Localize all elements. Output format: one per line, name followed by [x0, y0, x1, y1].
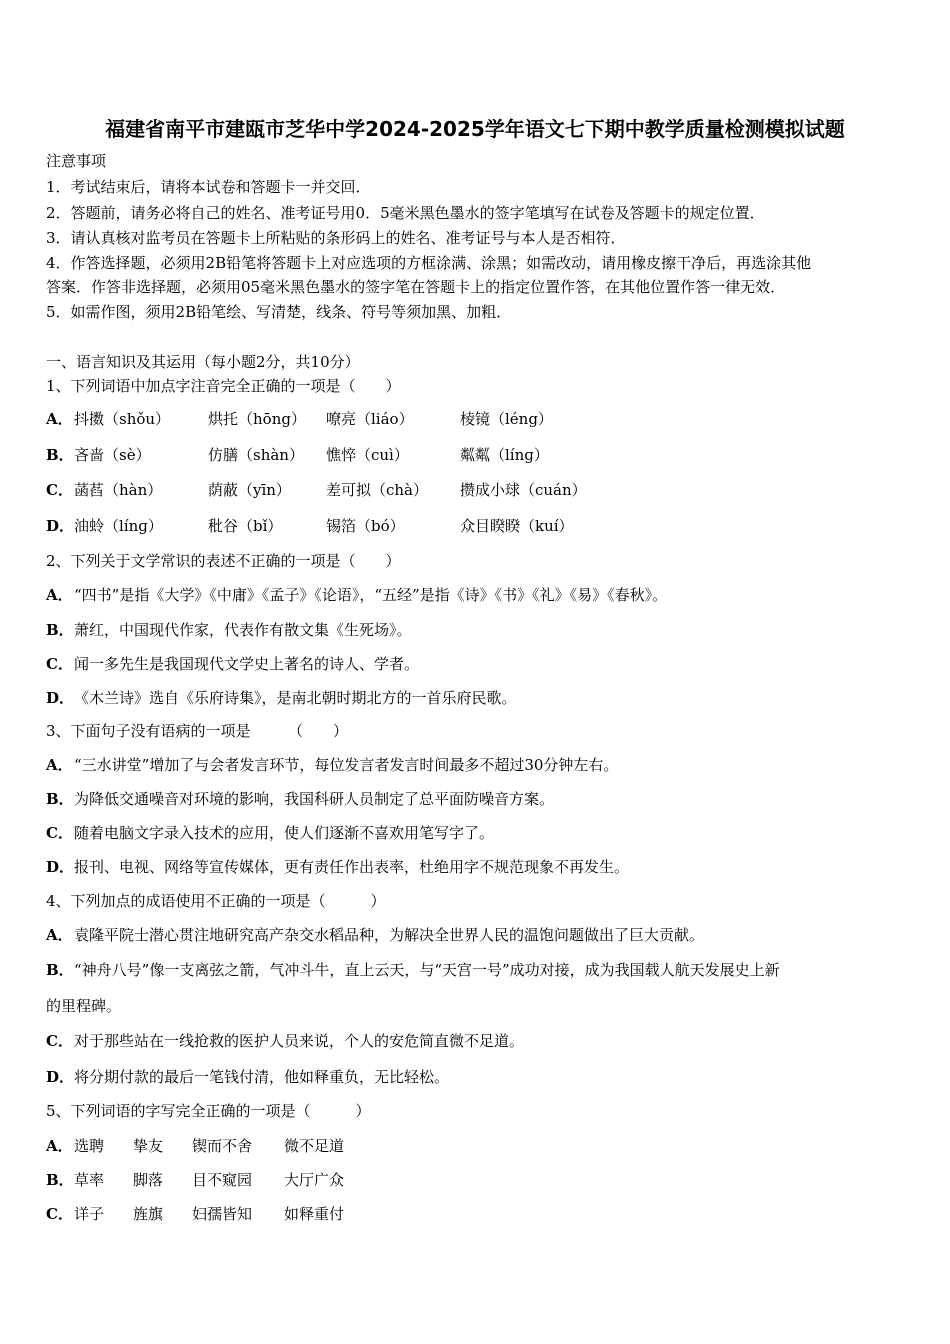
- option-word: 锡箔（bó）: [326, 517, 405, 535]
- option-row: [46, 688, 517, 708]
- option-word: 挚友: [133, 1137, 164, 1155]
- option-label: B．: [46, 1171, 74, 1189]
- option-word: 众目睽睽（kuí）: [460, 517, 574, 535]
- option-word: 目不窥园: [192, 1171, 253, 1189]
- option-text: “神舟八号”像一支离弦之箭，气冲斗牛，直上云天，与“天宫一号”成功对接，成为我国载人航天发展史上新: [74, 961, 780, 979]
- option-row: [46, 755, 618, 775]
- option-row: [46, 1031, 524, 1051]
- question-stem: 3、下面句子没有语病的一项是 （ ）: [46, 722, 349, 740]
- question-stem: 2、下列关于文学常识的表述不正确的一项是（ ）: [46, 552, 401, 570]
- option-label: D．: [46, 858, 75, 876]
- option-row: [46, 445, 74, 465]
- option-label: B．: [46, 621, 74, 639]
- option-label: B．: [46, 446, 74, 464]
- option-row: [46, 654, 419, 674]
- option-text: 报刊、电视、网络等宣传媒体，更有责任作出表率，杜绝用字不规范现象不再发生。: [74, 858, 630, 876]
- option-word: 嘹亮（liáo）: [326, 410, 414, 428]
- option-continuation: 的里程碑。: [46, 997, 122, 1015]
- notice-item: 3．请认真核对监考员在答题卡上所粘贴的条形码上的姓名、准考证号与本人是否相符．: [46, 229, 626, 247]
- notice-item: 答案．作答非选择题，必须用05毫米黑色墨水的签字笔在答题卡上的指定位置作答，在其他位置作答一律无效．: [46, 278, 786, 296]
- question-stem: 5、下列词语的字写完全正确的一项是（ ）: [46, 1102, 371, 1120]
- option-text: 为降低交通噪音对环境的影响，我国科研人员制定了总平面防噪音方案。: [74, 790, 555, 808]
- option-text: 《木兰诗》选自《乐府诗集》，是南北朝时期北方的一首乐府民歌。: [74, 689, 517, 707]
- option-word: 荫蔽（yīn）: [208, 481, 291, 499]
- option-text: “四书”是指《大学》《中庸》《孟子》《论语》，“五经”是指《诗》《书》《礼》《易》《春秋》。: [74, 586, 668, 604]
- option-word: 棱镜（léng）: [460, 410, 553, 428]
- option-text: 袁隆平院士潜心贯注地研究高产杂交水稻品种，为解决全世界人民的温饱问题做出了巨大贡献。: [74, 926, 705, 944]
- option-text: 萧红，中国现代作家，代表作有散文集《生死场》。: [74, 621, 412, 639]
- option-label: A．: [46, 756, 73, 774]
- option-label: D．: [46, 1068, 75, 1086]
- option-word: 仿膳（shàn）: [208, 446, 304, 464]
- option-label: C．: [46, 1205, 73, 1223]
- option-label: D．: [46, 517, 75, 535]
- notice-item: 2．答题前，请务必将自己的姓名、准考证号用0．5毫米黑色墨水的签字笔填写在试卷及答题卡的规定位置．: [46, 204, 765, 222]
- notice-item: 1．考试结束后，请将本试卷和答题卡一并交回．: [46, 178, 371, 196]
- option-text: “三水讲堂”增加了与会者发言环节，每位发言者发言时间最多不超过30分钟左右。: [74, 756, 619, 774]
- option-word: 抖擞（shǒu）: [74, 410, 171, 428]
- option-word: 攒成小球（cuán）: [460, 481, 587, 499]
- option-word: 吝啬（sè）: [74, 446, 151, 464]
- option-label: A．: [46, 586, 73, 604]
- option-row: [46, 857, 629, 877]
- option-word: 如释重付: [284, 1205, 345, 1223]
- option-word: 妇孺皆知: [192, 1205, 253, 1223]
- option-label: C．: [46, 655, 73, 673]
- option-row: [46, 789, 554, 809]
- option-text: 对于那些站在一线抢救的医护人员来说，个人的安危简直微不足道。: [74, 1032, 525, 1050]
- section-heading: 一、语言知识及其运用（每小题2分，共10分）: [46, 353, 360, 371]
- page-title: 福建省南平市建瓯市芝华中学2024-2025学年语文七下期中教学质量检测模拟试题: [105, 117, 845, 141]
- option-word: 烘托（hōng）: [208, 410, 306, 428]
- option-word: 草率: [74, 1171, 105, 1189]
- option-label: A．: [46, 1137, 73, 1155]
- option-text: 将分期付款的最后一笔钱付清，他如释重负，无比轻松。: [74, 1068, 450, 1086]
- notice-item: 5．如需作图，须用2B铅笔绘、写清楚，线条、符号等须加黑、加粗．: [46, 303, 512, 321]
- option-label: B．: [46, 961, 74, 979]
- option-label: C．: [46, 824, 73, 842]
- option-row: [46, 1170, 74, 1190]
- option-word: 微不足道: [284, 1137, 345, 1155]
- option-word: 差可拟（chà）: [326, 481, 429, 499]
- option-word: 详子: [74, 1205, 105, 1223]
- option-row: [46, 516, 74, 536]
- option-row: [46, 925, 704, 945]
- option-label: A．: [46, 926, 73, 944]
- option-label: D．: [46, 689, 75, 707]
- notice-item: 4．作答选择题，必须用2B铅笔将答题卡上对应选项的方框涂满、涂黑；如需改动，请用橡皮擦干净后，再选涂其他: [46, 254, 812, 272]
- notice-heading: 注意事项: [46, 152, 107, 170]
- option-row: [46, 823, 494, 843]
- option-word: 锲而不舍: [192, 1137, 253, 1155]
- option-row: [46, 480, 74, 500]
- option-text: 随着电脑文字录入技术的应用，使人们逐渐不喜欢用笔写字了。: [74, 824, 495, 842]
- option-word: 旌旗: [133, 1205, 164, 1223]
- option-word: 大厅广众: [284, 1171, 345, 1189]
- option-word: 粼粼（línɡ）: [460, 446, 549, 464]
- option-label: C．: [46, 481, 73, 499]
- option-row: [46, 1204, 74, 1224]
- option-label: B．: [46, 790, 74, 808]
- option-label: A．: [46, 410, 73, 428]
- option-word: 脚落: [133, 1171, 164, 1189]
- option-word: 憔悴（cuì）: [326, 446, 409, 464]
- option-row: [46, 585, 667, 605]
- option-word: 油蛉（línɡ）: [74, 517, 163, 535]
- option-word: 秕谷（bǐ）: [208, 517, 283, 535]
- option-row: [46, 409, 74, 429]
- question-stem: 1、下列词语中加点字注音完全正确的一项是（ ）: [46, 377, 401, 395]
- option-word: 选聘: [74, 1137, 105, 1155]
- option-row: [46, 960, 780, 980]
- option-label: C．: [46, 1032, 73, 1050]
- option-row: [46, 620, 412, 640]
- option-row: [46, 1136, 74, 1156]
- option-row: [46, 1067, 449, 1087]
- option-text: 闻一多先生是我国现代文学史上著名的诗人、学者。: [74, 655, 420, 673]
- question-stem: 4、下列加点的成语使用不正确的一项是（ ）: [46, 892, 386, 910]
- option-word: 菡萏（hàn）: [74, 481, 163, 499]
